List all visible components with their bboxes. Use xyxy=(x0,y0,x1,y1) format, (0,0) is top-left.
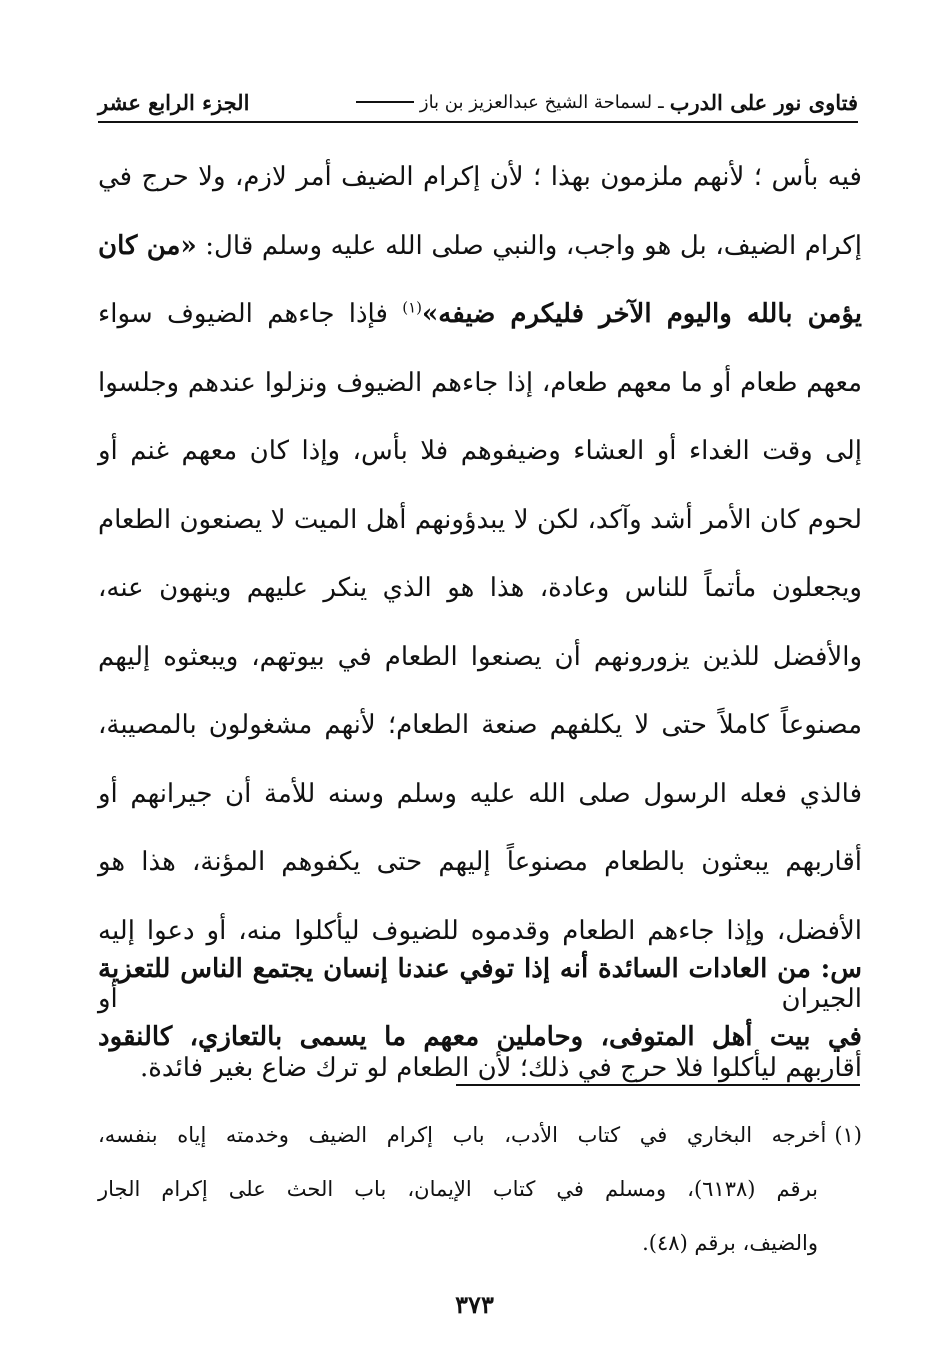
footnote-line-1 xyxy=(98,1123,862,1147)
body-text-part-1: فيه بأس ؛ لأنهم ملزمون بهذا ؛ لأن إكرام الضيف أمر لازم، ولا حرج في إكرام الضيف، بل هو واجب، والنبي صلى الله عليه وسلم قال: xyxy=(98,162,863,261)
question-paragraph: س: من العادات السائدة أنه إذا توفي عندنا إنسان يجتمع الناس للتعزية في بيت أهل المتوفى، وحاملين معهم ما يسمى بالتعازي، كالنقود xyxy=(98,954,862,1052)
running-header xyxy=(98,84,858,120)
footnote-reference[interactable]: (١) xyxy=(402,298,422,317)
footnote-number: (١) xyxy=(834,1123,862,1147)
part-title: الجزء الرابع عشر xyxy=(98,89,250,115)
body-last-line: أقاربهم ليأكلوا فلا حرج في ذلك؛ لأن الطعام لو ترك ضاع بغير فائدة. xyxy=(139,1052,862,1083)
footnote-line-3: والضيف، برقم (٤٨). xyxy=(642,1231,818,1255)
author-name: لسماحة الشيخ عبدالعزيز بن باز xyxy=(419,91,653,113)
footnote-line-2: برقم (٦١٣٨)، ومسلم في كتاب الإيمان، باب الحث على إكرام الجار xyxy=(98,1177,818,1201)
running-header-right xyxy=(356,90,858,115)
body-text-part-2: فإذا جاءهم الضيوف سواء معهم طعام أو ما معهم طعام، إذا جاءهم الضيوف ونزلوا عندهم وجلسوا إلى وقت الغداء أو العشاء وضيفوهم فلا بأس، وإذا كان معهم غنم أو لحوم كان الأمر أشد وآكد، لكن لا يبدؤونهم أهل الميت لا يصنعون الطعام ويجعلون مأتماً للناس وعادة، هذا هو الذي ينكر عليهم وينهون عنه، والأفضل للذين يزورونهم أن يصنعوا الطعام في بيوتهم، ويبعثوه إليهم مصنوعاً كاملاً حتى لا يكلفهم صنعة الطعام؛ لأنهم مشغولون بالمصيبة، فالذي فعله الرسول صلى الله عليه وسلم وسنه للأمة أن جيرانهم أو أقاربهم يبعثون بالطعام مصنوعاً إليهم حتى يكفوهم المؤنة، هذا هو الأفضل، وإذا جاءهم الطعام وقدموه للضيوف ليأكلوا منه، أو دعوا إليه الجيران أو xyxy=(98,299,862,1014)
hadith-quote: «من كان يؤمن بالله واليوم الآخر فليكرم ضيفه» xyxy=(98,230,862,329)
book-title: فتاوى نور على الدرب xyxy=(669,89,858,115)
footnote-rule xyxy=(456,1084,860,1086)
footnote xyxy=(98,1108,862,1270)
header-separator-dash: ـ xyxy=(658,91,664,113)
header-dash-rule xyxy=(356,101,414,103)
page-number: ٣٧٣ xyxy=(455,1290,494,1319)
footnote-line-1-text: أخرجه البخاري في كتاب الأدب، باب إكرام الضيف وخدمته إياه بنفسه، xyxy=(98,1123,827,1147)
header-rule xyxy=(98,121,858,123)
